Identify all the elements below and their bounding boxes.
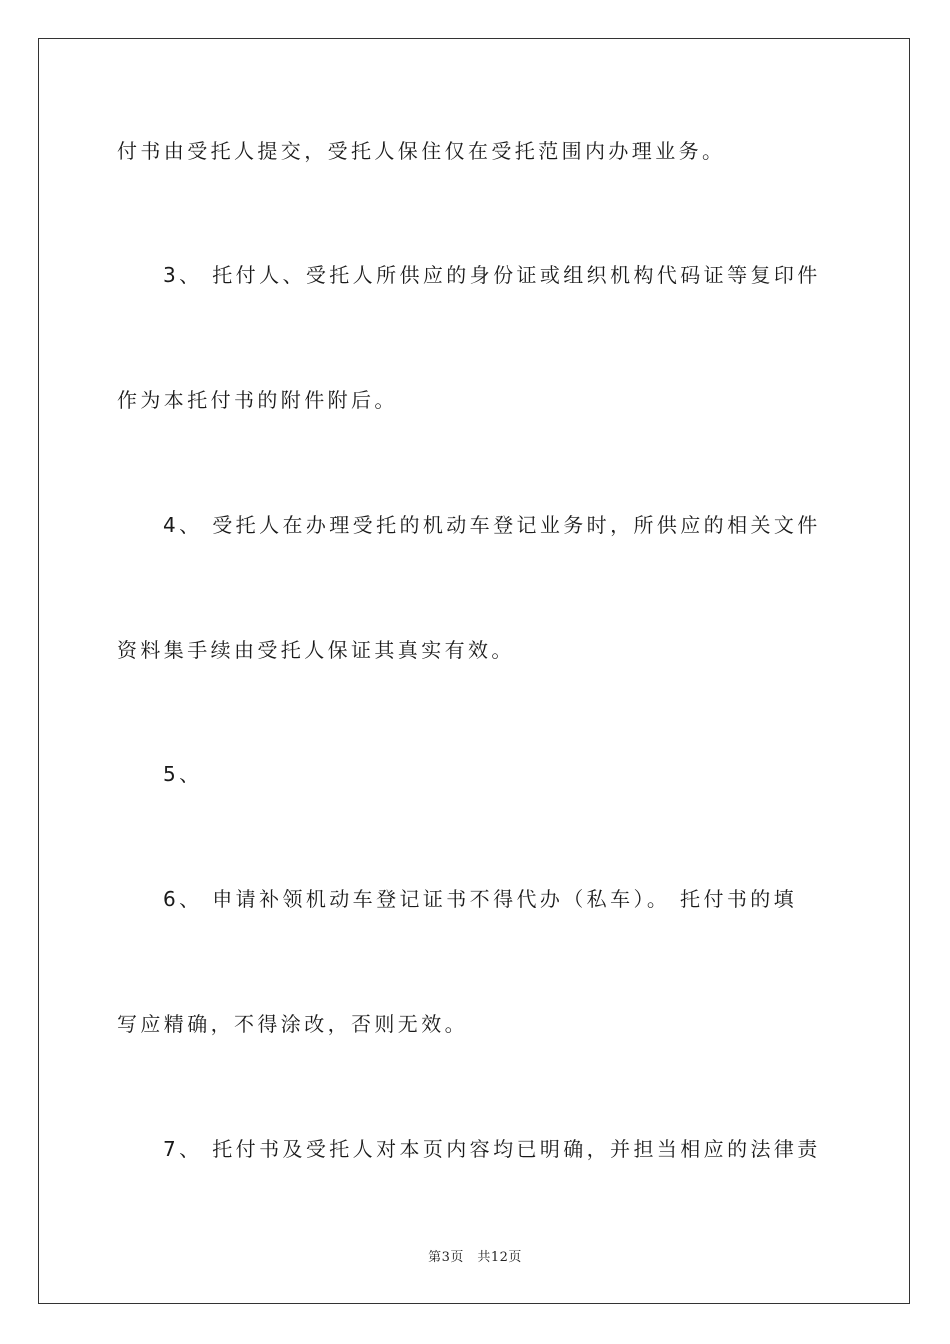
text-line-3: 作为本托付书的附件附后。 <box>117 388 398 412</box>
text-line-item-6: 6、 申请补领机动车登记证书不得代办（私车）。 托付书的填 <box>163 887 798 911</box>
text-line-item-7: 7、 托付书及受托人对本页内容均已明确，并担当相应的法律责 <box>163 1137 821 1161</box>
text-line-8: 写应精确，不得涂改，否则无效。 <box>117 1012 468 1036</box>
text-line-item-5: 5、 <box>163 762 203 786</box>
text-line-1: 付书由受托人提交，受托人保住仅在受托范围内办理业务。 <box>117 139 726 163</box>
page-border <box>38 38 910 1304</box>
text-line-item-4: 4、 受托人在办理受托的机动车登记业务时，所供应的相关文件 <box>163 513 821 537</box>
text-line-item-3: 3、 托付人、受托人所供应的身份证或组织机构代码证等复印件 <box>163 263 821 287</box>
text-line-5: 资料集手续由受托人保证其真实有效。 <box>117 638 515 662</box>
page-number-footer: 第3页 共12页 <box>428 1250 522 1265</box>
